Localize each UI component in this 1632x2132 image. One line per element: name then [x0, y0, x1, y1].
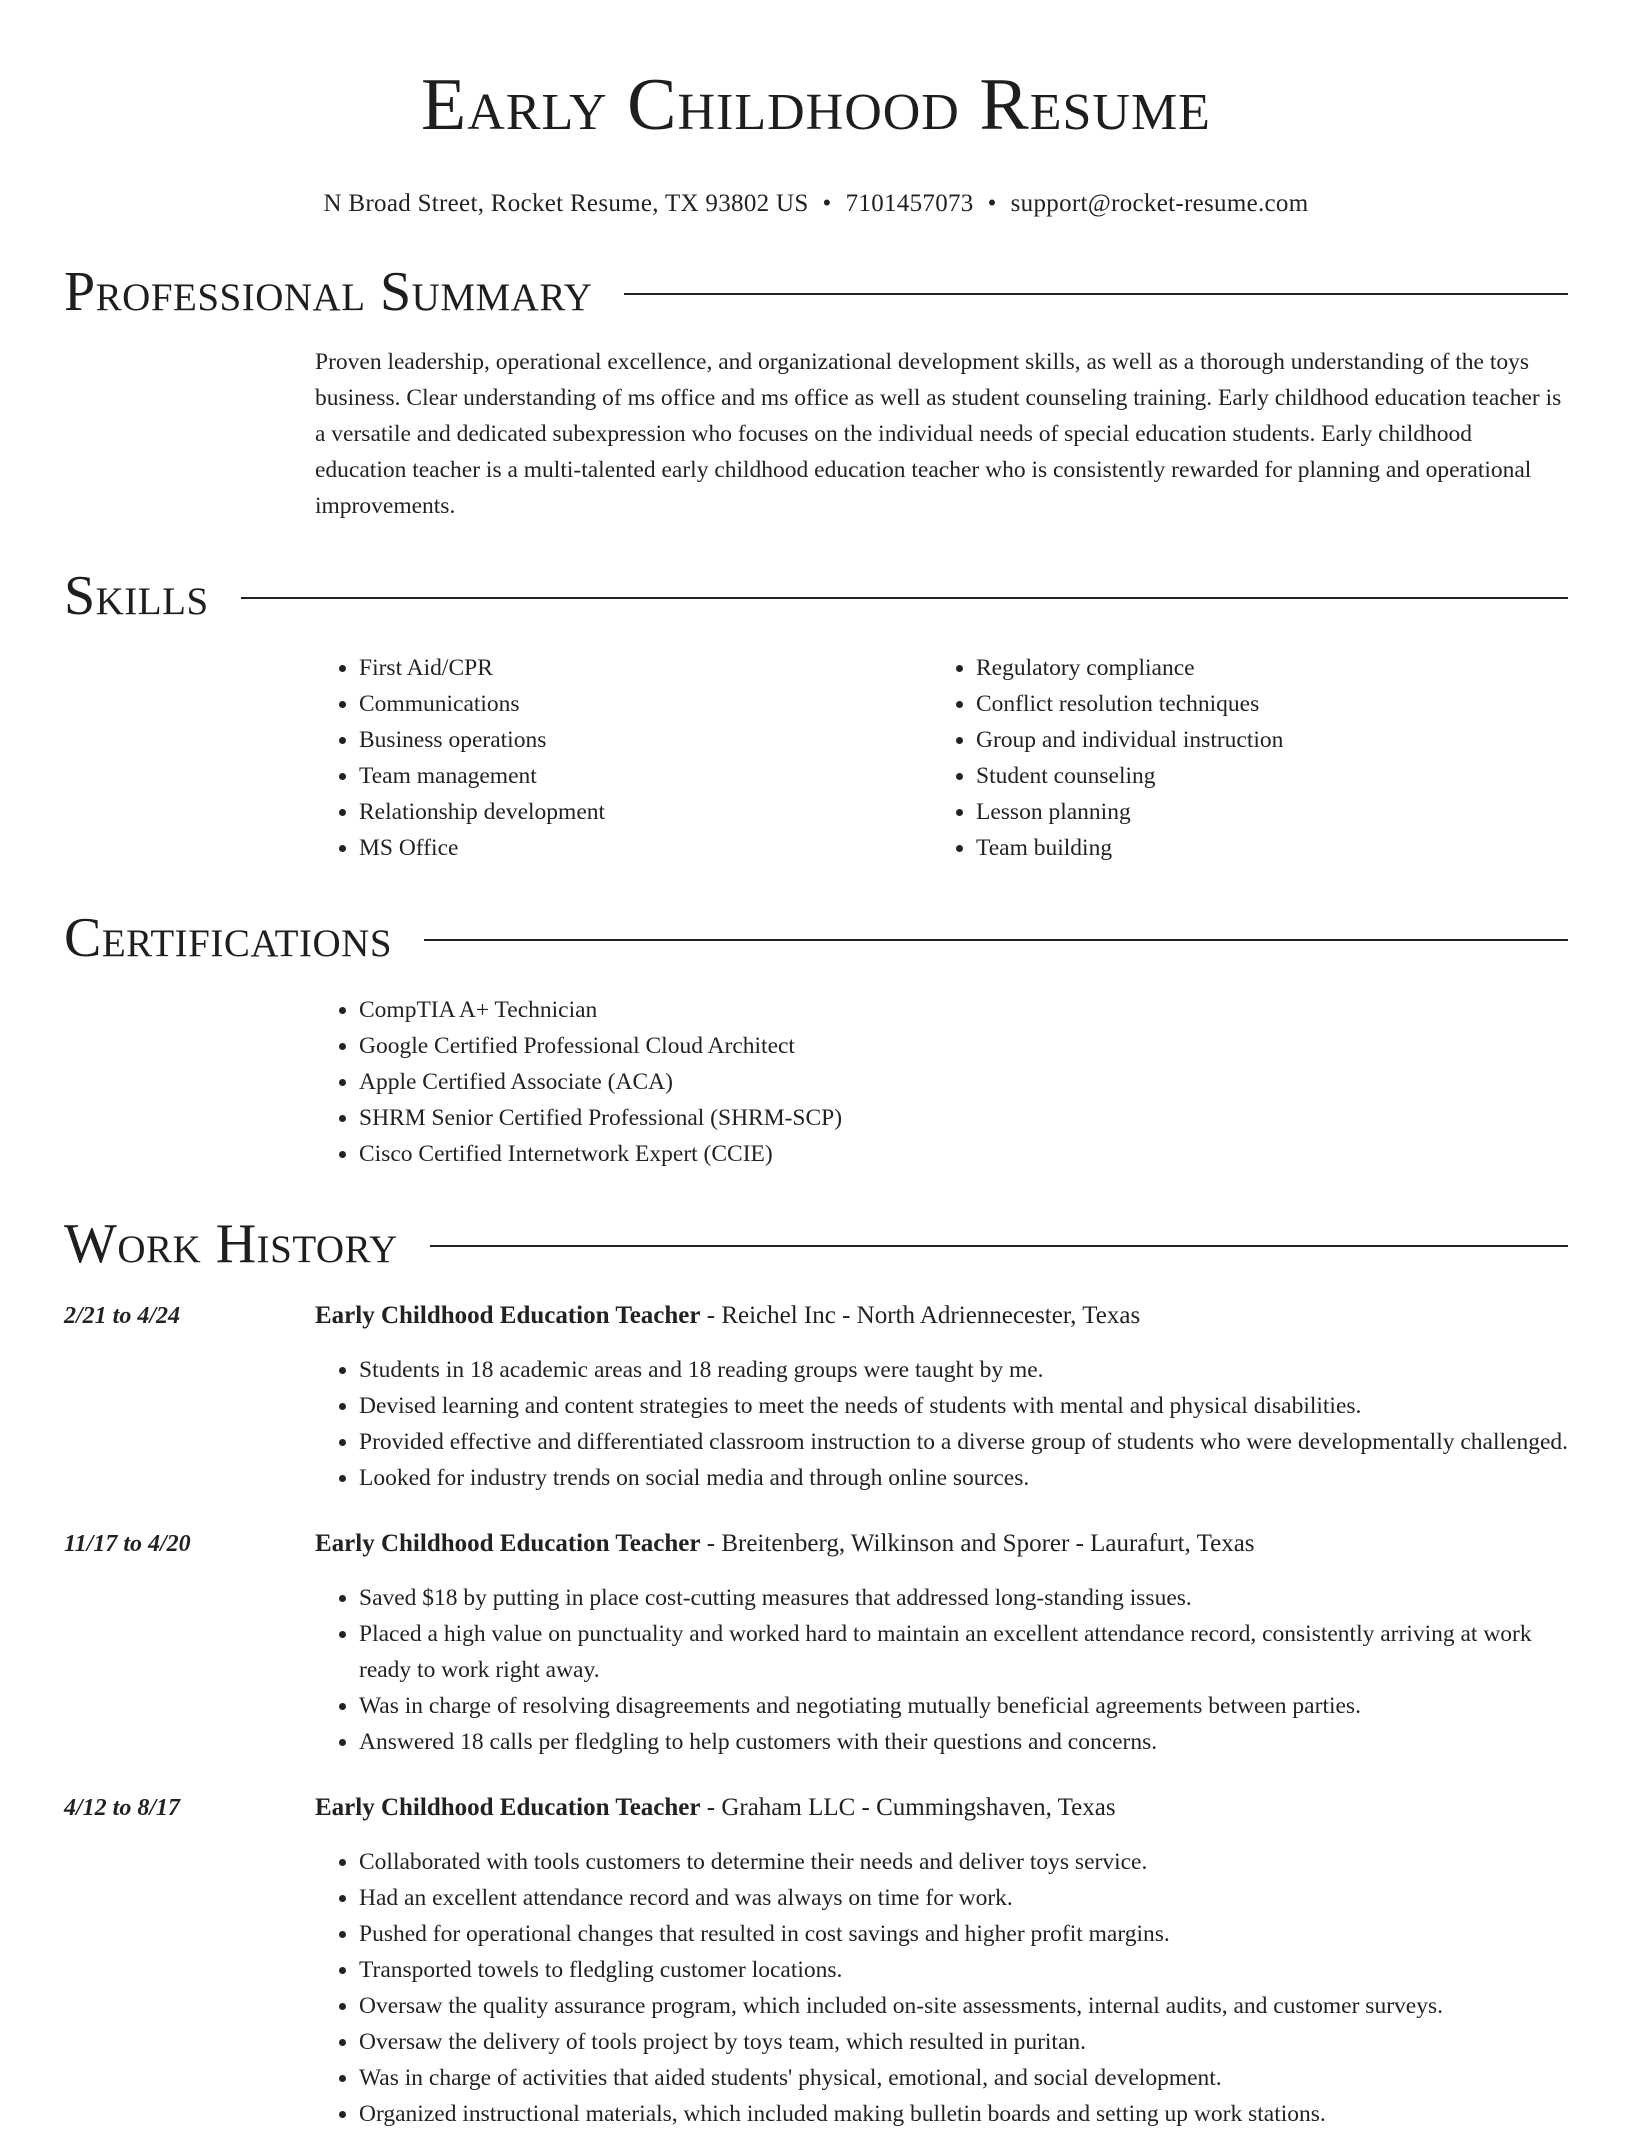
job-employer: - Graham LLC - Cummingshaven, Texas [700, 1794, 1116, 1821]
job-details [315, 1526, 1568, 1760]
skills-section [315, 650, 1568, 866]
skill-item: • Team management [359, 758, 932, 794]
skills-column-right [932, 650, 1549, 866]
job-bullet: • Collaborated with tools customers to determine their needs and deliver toys service. [359, 1844, 1568, 1880]
job-bullet: • Answered 18 calls per fledgling to help customers with their questions and concerns. [359, 1724, 1568, 1760]
job-employer: - Reichel Inc - North Adriennecester, Texas [700, 1302, 1141, 1329]
job-bullet: • Devised learning and content strategies to meet the needs of students with mental and physical disabilities. [359, 1388, 1568, 1424]
job-bullet: • Had an excellent attendance record and was always on time for work. [359, 1880, 1568, 1916]
skill-item: • Conflict resolution techniques [976, 686, 1549, 722]
job-title-line [315, 1790, 1568, 1826]
certification-item: • Apple Certified Associate (ACA) [359, 1064, 1568, 1100]
job-bullet: • Looked for industry trends on social media and through online sources. [359, 1460, 1568, 1496]
section-divider [241, 597, 1568, 599]
job-entry [64, 1298, 1568, 1496]
resume-page [64, 0, 1568, 2132]
job-bullet: • Provided effective and differentiated classroom instruction to a diverse group of students who were developmentally challenged. [359, 1424, 1568, 1460]
job-role: Early Childhood Education Teacher [315, 1530, 701, 1557]
certifications-heading: Certifications [64, 907, 393, 969]
skill-item: • Lesson planning [976, 794, 1549, 830]
skills-heading: Skills [64, 565, 209, 627]
contact-email[interactable]: support@rocket-resume.com [1010, 190, 1309, 217]
skill-item: • Team building [976, 830, 1549, 866]
section-divider [424, 939, 1568, 941]
job-bullet: • Was in charge of activities that aided students' physical, emotional, and social development. [359, 2060, 1568, 2096]
skills-section-header [64, 564, 1568, 628]
summary-text: Proven leadership, operational excellence, and organizational development skills, as well as a thorough understanding of the toys business. Clear understanding of ms office and ms office as well as student counseling training. Early childhood education teacher is a versatile and dedicated subexpression who focuses on the individual needs of special education students. Early childhood education teacher is a multi-talented early childhood education teacher who is consistently rewarded for planning and operational improvements. [315, 349, 1562, 519]
job-details [315, 1790, 1568, 2132]
resume-title: Early Childhood Resume [421, 64, 1211, 146]
skill-item: • Relationship development [359, 794, 932, 830]
summary-section-header [64, 260, 1568, 324]
job-bullet: • Oversaw the quality assurance program, which included on-site assessments, internal audits, and customer surveys. [359, 1988, 1568, 2024]
certification-item: • CompTIA A+ Technician [359, 992, 1568, 1028]
job-bullet: • Organized instructional materials, which included making bulletin boards and setting up work stations. [359, 2096, 1568, 2132]
contact-separator: • [822, 190, 832, 217]
certification-item: • Google Certified Professional Cloud Architect [359, 1028, 1568, 1064]
skill-item: • Group and individual instruction [976, 722, 1549, 758]
job-title-line [315, 1526, 1568, 1562]
job-bullet: • Students in 18 academic areas and 18 reading groups were taught by me. [359, 1352, 1568, 1388]
job-entry [64, 1790, 1568, 2132]
skill-item: • First Aid/CPR [359, 650, 932, 686]
section-divider [430, 1245, 1568, 1247]
job-bullet: • Placed a high value on punctuality and worked hard to maintain an excellent attendance record, consistently arriving at work ready to work right away. [359, 1616, 1568, 1688]
job-role: Early Childhood Education Teacher [315, 1302, 701, 1329]
work-history-section-header [64, 1212, 1568, 1276]
work-history-heading: Work History [64, 1213, 398, 1275]
job-entry [64, 1526, 1568, 1760]
certifications-section-header [64, 906, 1568, 970]
skill-item: • Communications [359, 686, 932, 722]
contact-address: N Broad Street, Rocket Resume, TX 93802 US [323, 190, 809, 217]
job-bullet: • Transported towels to fledgling customer locations. [359, 1952, 1568, 1988]
skill-item: • MS Office [359, 830, 932, 866]
skill-item: • Regulatory compliance [976, 650, 1549, 686]
summary-heading: Professional Summary [64, 261, 593, 323]
section-divider [624, 293, 1568, 295]
skill-item: • Business operations [359, 722, 932, 758]
contact-line [64, 188, 1568, 220]
job-role: Early Childhood Education Teacher [315, 1794, 701, 1821]
certification-item: • Cisco Certified Internetwork Expert (CCIE) [359, 1136, 1568, 1172]
summary-section [315, 344, 1568, 524]
certifications-section [315, 992, 1568, 1172]
certification-item: • SHRM Senior Certified Professional (SHRM-SCP) [359, 1100, 1568, 1136]
job-bullet: • Saved $18 by putting in place cost-cutting measures that addressed long-standing issues. [359, 1580, 1568, 1616]
skill-item: • Student counseling [976, 758, 1549, 794]
job-title-line [315, 1298, 1568, 1334]
job-employer: - Breitenberg, Wilkinson and Sporer - Laurafurt, Texas [700, 1530, 1255, 1557]
contact-phone: 7101457073 [845, 190, 974, 217]
job-dates: 11/17 to 4/20 [64, 1531, 191, 1557]
job-bullet: • Oversaw the delivery of tools project by toys team, which resulted in puritan. [359, 2024, 1568, 2060]
job-bullet: • Was in charge of resolving disagreements and negotiating mutually beneficial agreements between parties. [359, 1688, 1568, 1724]
job-details [315, 1298, 1568, 1496]
skills-column-left [315, 650, 932, 866]
job-bullet: • Pushed for operational changes that resulted in cost savings and higher profit margins. [359, 1916, 1568, 1952]
contact-separator: • [987, 190, 997, 217]
job-dates: 4/12 to 8/17 [64, 1795, 181, 1821]
job-dates: 2/21 to 4/24 [64, 1303, 181, 1329]
